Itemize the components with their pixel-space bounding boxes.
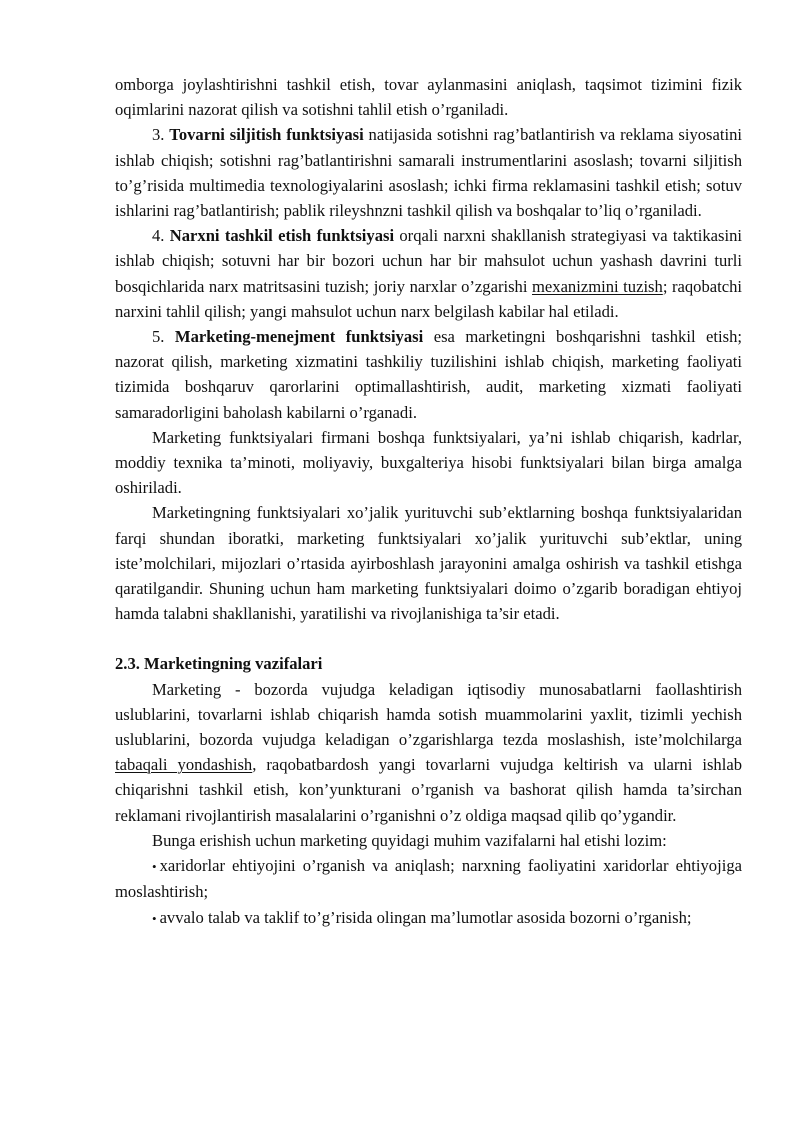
paragraph-text: esa marketingni boshqarishni tashkil etish; nazorat qilish, marketing xizmatini tashkiliy tuzilishini ishlab chiqish, marketing faoliyati tizimida boshqaruv qarorlarini optimallashtirish, audit, marketing xizmati faoliyati samaradorligini baholash kabilarni o’rganadi. — [115, 327, 742, 422]
paragraph-text: omborga joylashtirishni tashkil etish, tovar aylanmasini aniqlash, taqsimot tizimini fizik oqimlarini nazorat qilish va sotishni tahlil etish o’rganiladi. — [115, 75, 742, 120]
paragraph-text: natijasida sotishni rag’batlantirish va reklama siyosatini ishlab chiqish; sotishni rag’batlantirishni samarali instrumentlarini asoslash; tovarni siljitish to’g’risida multimedia texnologiyalarini asoslash; ichki firma reklamasini tashkil etish; sotuv ishlarini rag’batlantirish; pablik rileyshnzni tashkil qilish va boshqalar to’liq o’rganiladi. — [115, 125, 743, 221]
term-bold: Tovarni siljitish funktsiyasi — [169, 125, 364, 145]
document-page — [115, 72, 742, 931]
paragraph-functions-together — [115, 425, 742, 501]
term-bold: Narxni tashkil etish funktsiyasi — [169, 226, 395, 246]
underlined-term: mexanizmini tuzish — [532, 276, 663, 296]
paragraph-text: ; raqobatchi narxini tahlil qilish; yangi mahsulot uchun narx belgilash kabilar hal etiladi. — [115, 276, 742, 321]
paragraph-tasks-intro — [115, 828, 742, 853]
bullet-item — [115, 853, 742, 904]
item-number: 3. — [152, 125, 170, 145]
term-bold: Marketing-menejment funktsiyasi — [174, 327, 424, 347]
bullet-text: xaridorlar ehtiyojini o’rganish va aniqlash; narxning faoliyatini xaridorlar ehtiyojiga moslashtirish; — [115, 856, 742, 902]
paragraph-text: orqali narxni shakllanish strategiyasi va taktikasini ishlab chiqish; sotuvni har bir bozori uchun har bir mahsulot uchun yashash davrini turli bosqichlarida narx matritsasini tuzish; joriy narxlar o’zgarishi — [115, 226, 743, 296]
bullet-icon: • — [152, 910, 157, 926]
bullet-item — [115, 905, 742, 931]
paragraph-functions-difference — [115, 500, 742, 626]
paragraph-text: Marketing - bozorda vujudga keladigan iqtisodiy munosabatlarni faollashtirish uslublarini, tovarlarni ishlab chiqarish hamda sotish muammolarini yaxlit, tizimli yechish uslublarini, bozorda vujudga keladigan o’zgarishlarga tezda moslashish, iste’molchilarga — [115, 679, 742, 750]
item-number: 4. — [152, 226, 170, 246]
item-number: 5. — [152, 327, 175, 347]
paragraph-text: Marketingning funktsiyalari xo’jalik yurituvchi sub’ektlarning boshqa funktsiyalaridan farqi shundan iboratki, marketing funktsiyalari xo’jalik yurituvchi sub’ektlar, uning iste’molchilari, mijozlari o’rtasida ayirboshlash jarayonini amalga oshirish va tashkil etishga qaratilgandir. Shuning uchun ham marketing funktsiyalari doimo o’zgarib boradigan ehtiyoj hamda talabni shakllanishi, yaratilishi va rivojlanishiga ta’sir etadi. — [115, 503, 742, 624]
paragraph-text: , raqobatbardosh yangi tovarlarni vujudga keltirish va ularni ishlab chiqarishni tashkil etish, kon’yunkturani o’rganish va bashorat qilish hamda ta’sirchan reklamani rivojlantirish masalalarini o’rganishni o’z oldiga maqsad qilib qo’ygandir. — [115, 755, 742, 825]
paragraph-continuation — [115, 72, 742, 122]
paragraph-pricing-function — [115, 223, 742, 324]
paragraph-marketing-definition — [115, 677, 742, 828]
bullet-icon: • — [152, 859, 157, 875]
bullet-text: avvalo talab va taklif to’g’risida olingan ma’lumotlar asosida bozorni o’rganish; — [159, 907, 692, 927]
paragraph-text: Bunga erishish uchun marketing quyidagi muhim vazifalarni hal etishi lozim: — [152, 830, 667, 850]
paragraph-text: Marketing funktsiyalari firmani boshqa funktsiyalari, ya’ni ishlab chiqarish, kadrlar, moddiy texnika ta’minoti, moliyaviy, buxgalteriya hisobi funktsiyalari bilan birga amalga oshiriladi. — [115, 427, 742, 498]
paragraph-promotion-function — [115, 122, 742, 223]
section-heading: 2.3. Marketingning vazifalari — [115, 654, 323, 674]
underlined-term: tabaqali yondashish — [115, 755, 253, 775]
paragraph-management-function — [115, 324, 742, 425]
